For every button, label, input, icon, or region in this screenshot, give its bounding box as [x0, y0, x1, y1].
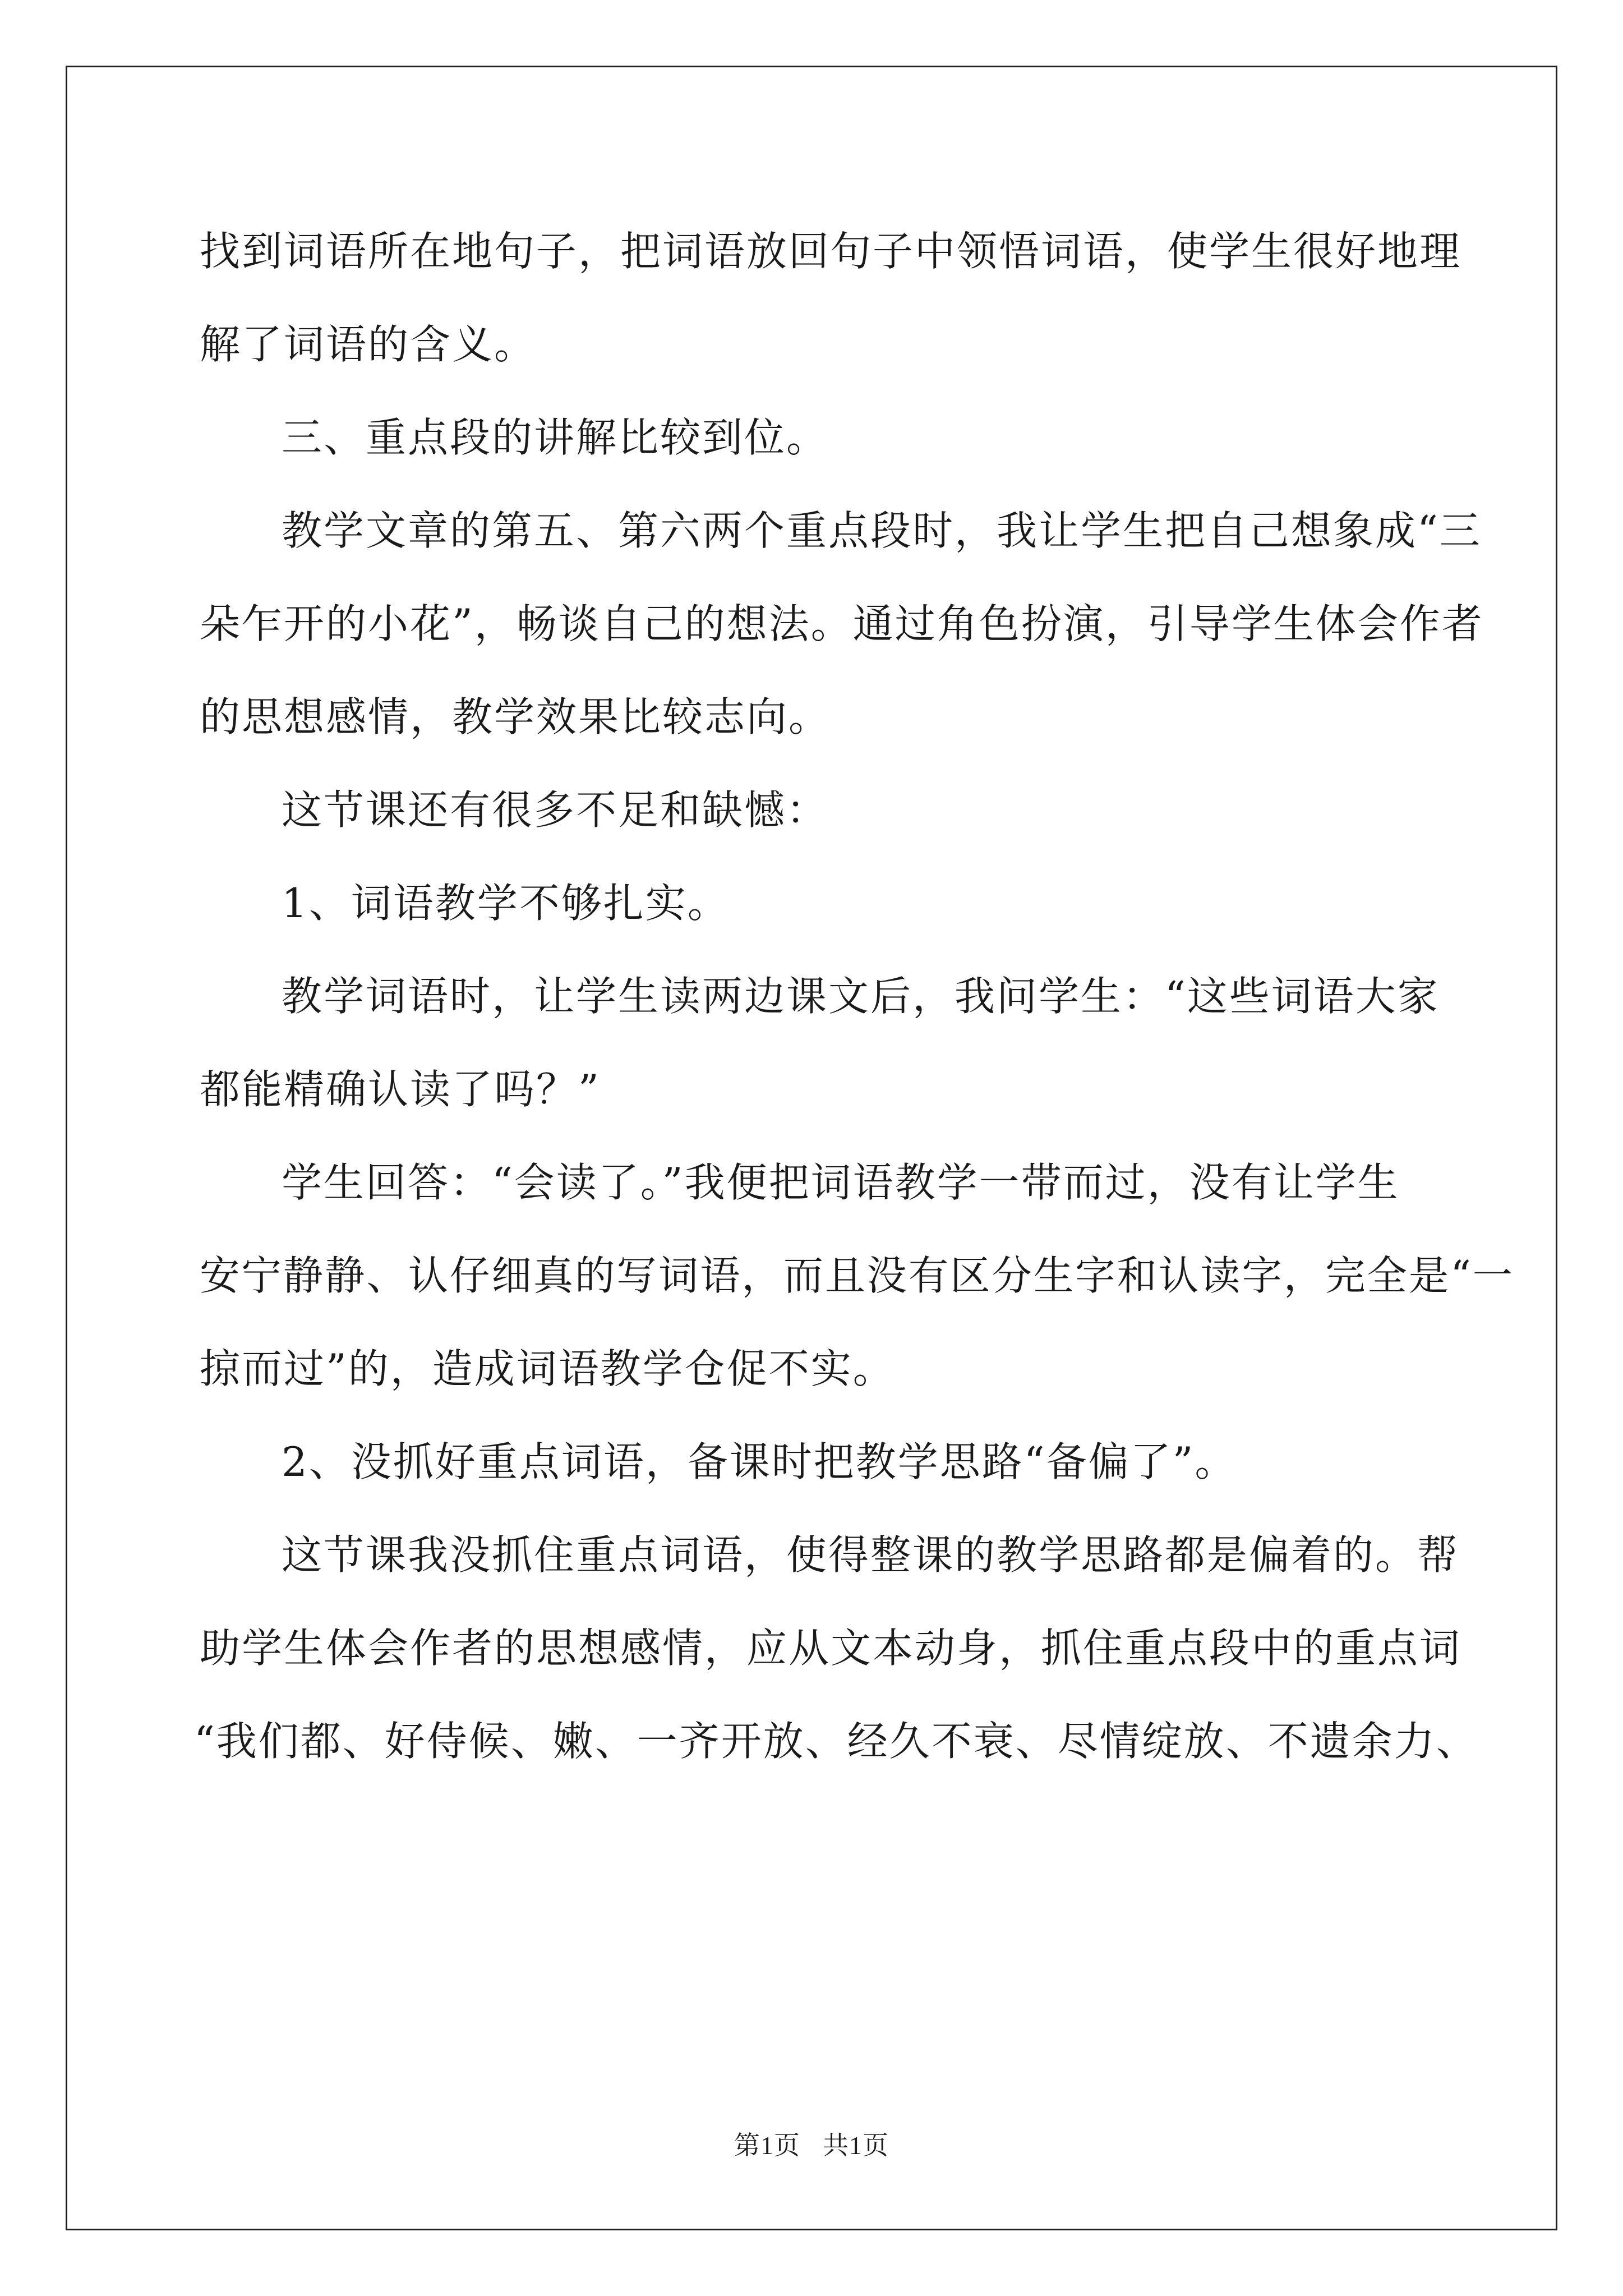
list-heading: 2、没抓好重点词语，备课时把教学思路“备偏了”。: [282, 1438, 1237, 1485]
text-line: 教学文章的第五、第六两个重点段时，我让学生把自己想象成“三: [282, 507, 1482, 554]
text-line: 助学生体会作者的思想感情，应从文本动身，抓住重点段中的重点词: [200, 1625, 1462, 1672]
text-line: 找到词语所在地句子，把词语放回句子中领悟词语，使学生很好地理: [200, 228, 1462, 275]
text-line: 掠而过”的，造成词语教学仓促不实。: [200, 1345, 895, 1392]
text-line: 安宁静静、认仔细真的写词语，而且没有区分生字和认读字，完全是“一: [200, 1252, 1515, 1299]
text-line: 学生回答：“会读了。”我便把词语教学一带而过，没有让学生: [282, 1159, 1400, 1206]
text-line: 朵乍开的小花”，畅谈自己的想法。通过角色扮演，引导学生体会作者: [200, 600, 1484, 647]
text-line: 这节课还有很多不足和缺憾：: [282, 786, 829, 834]
page-border: [66, 66, 1557, 2230]
text-line: 这节课我没抓住重点词语，使得整课的教学思路都是偏着的。帮: [282, 1531, 1460, 1579]
page-footer: [0, 2129, 1623, 2162]
list-heading: 1、词语教学不够扎实。: [282, 880, 730, 927]
page-number: 第1页: [734, 2131, 800, 2160]
text-line: 都能精确认读了吗？”: [200, 1066, 601, 1113]
text-line: “我们都、好侍候、嫩、一齐开放、经久不衰、尽情绽放、不遗余力、: [194, 1718, 1478, 1765]
page-total: 共1页: [823, 2131, 889, 2160]
section-heading: 三、重点段的讲解比较到位。: [282, 414, 829, 461]
text-line: 的思想感情，教学效果比较志向。: [200, 693, 831, 740]
text-line: 教学词语时，让学生读两边课文后，我问学生：“这些词语大家: [282, 973, 1440, 1020]
text-line: 解了词语的含义。: [200, 321, 537, 368]
